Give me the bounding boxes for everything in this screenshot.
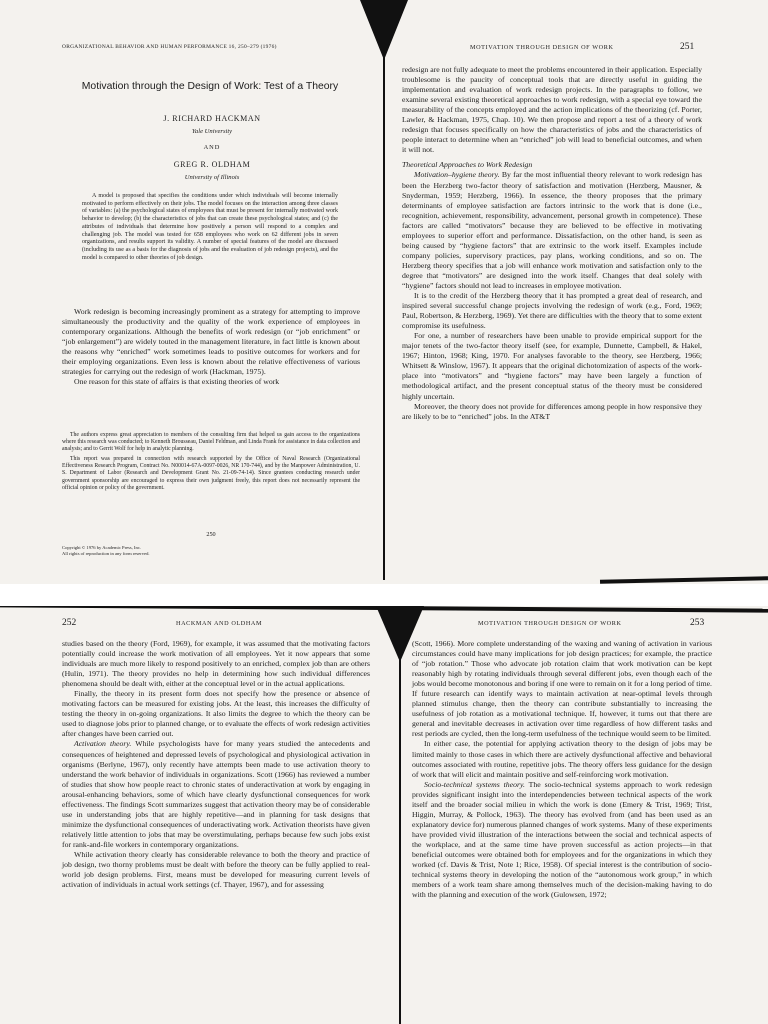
page-252 bbox=[0, 606, 390, 1024]
copyright-notice bbox=[62, 545, 262, 557]
intro-text bbox=[62, 307, 360, 387]
page-250 bbox=[0, 0, 372, 584]
affiliation-yale: Yale University bbox=[191, 128, 233, 135]
running-head-253: MOTIVATION THROUGH DESIGN OF WORK bbox=[478, 620, 622, 627]
rights-line: All rights of reproduction in any form reserved. bbox=[62, 551, 150, 556]
paragraph-motivation-hygiene bbox=[402, 170, 702, 291]
run-in-head-activation: Activation theory. bbox=[74, 739, 132, 749]
spine-line bbox=[383, 40, 385, 580]
paragraph-measurement: Finally, the theory in its present form does not specify how the presence or absence of motivating factors can be measured for existing jobs. At the least, this increases the difficulty of testing the theory in on-going organizations. It also limits the degree to which the theory can be used to diagnose jobs prior to planned change, or to evaluate the effects of work redesign activities after changes have been carried out. bbox=[62, 689, 370, 739]
intro-paragraph-2: One reason for this state of affairs is that existing theories of work bbox=[74, 377, 280, 387]
author-hackman: J. RICHARD HACKMAN bbox=[163, 114, 261, 123]
author-oldham: GREG R. OLDHAM bbox=[173, 160, 251, 169]
page-number-253: 253 bbox=[690, 618, 705, 628]
paragraph-att-studies: studies based on the theory (Ford, 1969), for example, it was assumed that the motivating factors potentially could increase the work motivation of all employees. Yet it now appears that some individuals are much more likely to respond positively to an enriched, complex job than are others (Hulin, 1971). The theory provides no help in determining how such individual differences phenomena should be dealt with, either at the conceptual level or in the actual applications. bbox=[62, 639, 370, 689]
section-heading-theoretical-approaches: Theoretical Approaches to Work Redesign bbox=[402, 160, 533, 170]
copyright-line: Copyright © 1976 by Academic Press, Inc. bbox=[62, 545, 142, 550]
run-in-head-motivation-hygiene: Motivation–hygiene theory. bbox=[414, 170, 500, 180]
page-number-252: 252 bbox=[62, 618, 77, 628]
paragraph-motivation-hygiene-text: By far the most influential theory relevant to work redesign has been the Herzberg two-factor theory of satisfaction and motivation (Herzberg, Mausner, & Snyderman, 1959; Herzberg, 1966). In essence, the theory proposes that the primary determinants of employee satisfaction are factors intrinsic to the work that is done (i.e., recognition, achievement, responsibility, advancement, personal growth in competence). These factors are called “motivators” because they are believed to be effective in motivating employees to superior effort and performance. Dissatisfaction, on the other hand, is seen as being caused by “hygiene factors” that are extrinsic to the work itself. Examples include company policies, supervisory practices, pay plans, working conditions, and so on. The Herzberg theory specifies that a job will enhance work motivation and satisfaction only to the degree that “motivators” are designed into the work itself. Changes that deal solely with “hygiene” factors should not lead to increases in employee motivation. bbox=[402, 170, 702, 290]
running-head-251: MOTIVATION THROUGH DESIGN OF WORK bbox=[470, 44, 614, 51]
page-253-text bbox=[412, 639, 712, 900]
paragraph-individual-differences: Moreover, the theory does not provide for differences among people in how responsive they are likely to be to “enriched” jobs. In the AT&T bbox=[402, 401, 702, 421]
article-title: Motivation through the Design of Work: Test of a Theory bbox=[81, 81, 339, 92]
footnote-acknowledgement: The authors express great appreciation to members of the consulting firm that helped us gain access to the organizations where this research was conducted; to Kenneth Brousseau, Daniel Feldman, and Linda Frank for assistance in data collection and analysis; and to Gerrit Wolf for help in analytic planning. bbox=[62, 432, 360, 453]
run-in-head-socio-technical: Socio-technical systems theory. bbox=[424, 779, 525, 789]
journal-running-head: ORGANIZATIONAL BEHAVIOR AND HUMAN PERFORMANCE 16, 250–279 (1976) bbox=[62, 44, 277, 50]
paragraph-activation-theory-text: While psychologists have for many years studied the antecedents and consequences of heightened and depressed levels of psychological and physiological activation in organisms (Berlyne, 1967), only recently have attempts been made to use activation theory to understand the work behavior of individuals in organizations. Scott (1966) has reviewed a number of studies that show how people react to chronic states of underactivation at work by engaging in arousal-enhancing behaviors, some of which have clearly dysfunctional consequences for work effectiveness. The findings Scott summarizes suggest that activation theory may be of considerable use in understanding jobs that are highly repetitive—and in planning for task designs that minimize the dysfunctional consequences of underactivating work. Activation theorists have given relatively little attention to jobs that may be overstimulating, perhaps because few such jobs exist for rank-and-file workers in contemporary organizations. bbox=[62, 739, 370, 849]
spine-line-lower bbox=[399, 636, 401, 1024]
paragraph-activation-problems: While activation theory clearly has considerable relevance to both the theory and practice of job design, two thorny problems must be dealt with before the theory can be fully applied to real-world job design problems. First, means must be developed for measuring current levels of activation of individuals in actual work settings (cf. Thayer, 1967), and for assessing bbox=[62, 849, 370, 890]
bottom-spread bbox=[0, 606, 768, 1024]
paragraph-socio-technical-text: The socio-technical systems approach to work redesign provides significant insight into the interdependencies between technical aspects of the work itself and the broader social milieu in which the work is done (Emery & Trist, 1969; Trist, Higgin, Murray, & Pollock, 1963). The theory has evolved from (and has been used as an explanatory device for) numerous planned changes of work systems. Many of these experiments have provided vivid illustration of the interactions between the social and technical aspects of the workplace, and at the same time have proven successful as action projects—in that beneficial outcomes were obtained both for employees and for the organizations in which they worked (cf. Davis & Trist, Note 1; Rice, 1958). Of special interest is the contribution of socio-technical systems theory in developing the notion of the “autonomous work group,” in which members of a work team share among themselves much of the decision-making having to do with the planning and execution of the work (Gulowsen, 1972; bbox=[412, 779, 712, 900]
abstract: A model is proposed that specifies the conditions under which individuals will become internally motivated to perform effectively on their jobs. The model focuses on the interaction among three classes of variables: (a) the psychological states of employees that must be present for internally motivated work behavior to develop; (b) the characteristics of jobs that can create these psychological states; and (c) the attributes of individuals that determine how positively a person will respond to a complex and challenging job. The model was tested for 658 employees who work on 62 different jobs in seven organizations, and results support its validity. A number of special features of the model are discussed (including its use as a basis for the diagnosis of jobs and the evaluation of job redesign projects), and the model is compared to other theories of job design. bbox=[82, 193, 338, 261]
page-251 bbox=[392, 0, 768, 584]
paragraph-job-rotation: (Scott, 1966). More complete understanding of the waxing and waning of activation in various circumstances could have many implications for job design practices; for example, the practice of “job rotation.” Those who advocate job rotation claim that work motivation can be kept reasonably high by rotating individuals through several different jobs, even though each of the jobs would become monotonous and boring if one were to remain on it for a long period of time. If future research can identify ways to maintain activation at near-optimal levels through planned stimulus change, then the theory can contribute substantially to increasing the usefulness of job rotation as a motivational technique. If, however, it turns out that there are general and inevitable decreases in activation over time regardless of how different tasks and rest periods are cycled, then the long-term usefulness of the technique would seem to be limited. bbox=[412, 639, 712, 739]
page-253 bbox=[404, 606, 768, 1024]
author-conjunction: AND bbox=[203, 144, 221, 151]
paragraph-herzberg-credit: It is to the credit of the Herzberg theory that it has prompted a great deal of research, and inspired several successful change projects involving the redesign of work (e.g., Ford, 1969; Paul, Robertson, & Herzberg, 1969). Yet there are difficulties with the theory that to some extent compromise its usefulness. bbox=[402, 291, 702, 331]
paragraph-socio-technical bbox=[412, 780, 712, 901]
paragraph-empirical-support: For one, a number of researchers have been unable to provide empirical support for the major tenets of the two-factor theory itself (see, for example, Dunnette, Campbell, & Hakel, 1967; Hinton, 1968; King, 1970. For analyses favorable to the theory, see Herzberg, 1966; Whitsett & Winslow, 1967). It appears that the original dichotomization of aspects of the work-place into “motivators” and “hygiene factors” may have been largely a function of methodological artifact, and the present conceptual status of the theory must be considered highly uncertain. bbox=[402, 331, 702, 401]
footnote-funding: This report was prepared in connection with research supported by the Office of Naval Research (Organizational Effectiveness Research Program, Contract No. N00014-67A-0097-0026, NR 170-744), and by the Manpower Administration, U. S. Department of Labor (Research and Development Grant No. 21-09-74-14). Since grantees conducting research under government sponsorship are encouraged to express their own judgment freely, this report does not necessarily represent the official opinion or policy of the government. bbox=[62, 456, 360, 491]
running-head-252: HACKMAN AND OLDHAM bbox=[176, 620, 263, 627]
acknowledgement-notes bbox=[62, 432, 360, 495]
affiliation-illinois: University of Illinois bbox=[184, 174, 240, 181]
paragraph-activation-theory bbox=[62, 739, 370, 850]
page-251-text bbox=[402, 65, 702, 422]
sheet-separator bbox=[0, 584, 768, 606]
paragraph-redesign: redesign are not fully adequate to meet the problems encountered in their application. Especially troublesome is the paucity of conceptual tools that are directly useful in guiding the implementation and evaluation of work redesign projects. In the paragraphs to follow, we examine several existing theoretical approaches to work redesign, with a special eye toward the measurability of the concepts employed and the action implications of the theorizing (cf. Porter, Lawler, & Hackman, 1975, Chap. 10). We then propose and report a test of a theory of work redesign that focuses specifically on how the characteristics of jobs and the characteristics of people interact to determine when an “enriched” job will lead to beneficial outcomes, and when it will not. bbox=[402, 65, 702, 155]
intro-paragraph-1: Work redesign is becoming increasingly prominent as a strategy for attempting to improve simultaneously the productivity and the quality of the work experience of employees in contemporary organizations. Although the benefits of work redesign (or “job enrichment” or “job enlargement”) are widely touted in the management literature, in fact little is known about the reasons why “enriched” work sometimes leads to positive outcomes for workers and for their employing organizations. Even less is known about the relative effectiveness of various strategies for carrying out the redesign of work (Hackman, 1975). bbox=[62, 307, 360, 377]
page-number-251: 251 bbox=[680, 42, 695, 52]
page-252-text bbox=[62, 639, 370, 890]
page-number-250: 250 bbox=[206, 531, 216, 538]
paragraph-either-case: In either case, the potential for applying activation theory to the design of jobs may be limited mainly to those cases in which there are actively dysfunctional affective and behavioral outcomes associated with routine, repetitive jobs. The theory offers less guidance for the design of work that will elicit and maintain positive and self-reinforcing work motivation. bbox=[412, 739, 712, 779]
